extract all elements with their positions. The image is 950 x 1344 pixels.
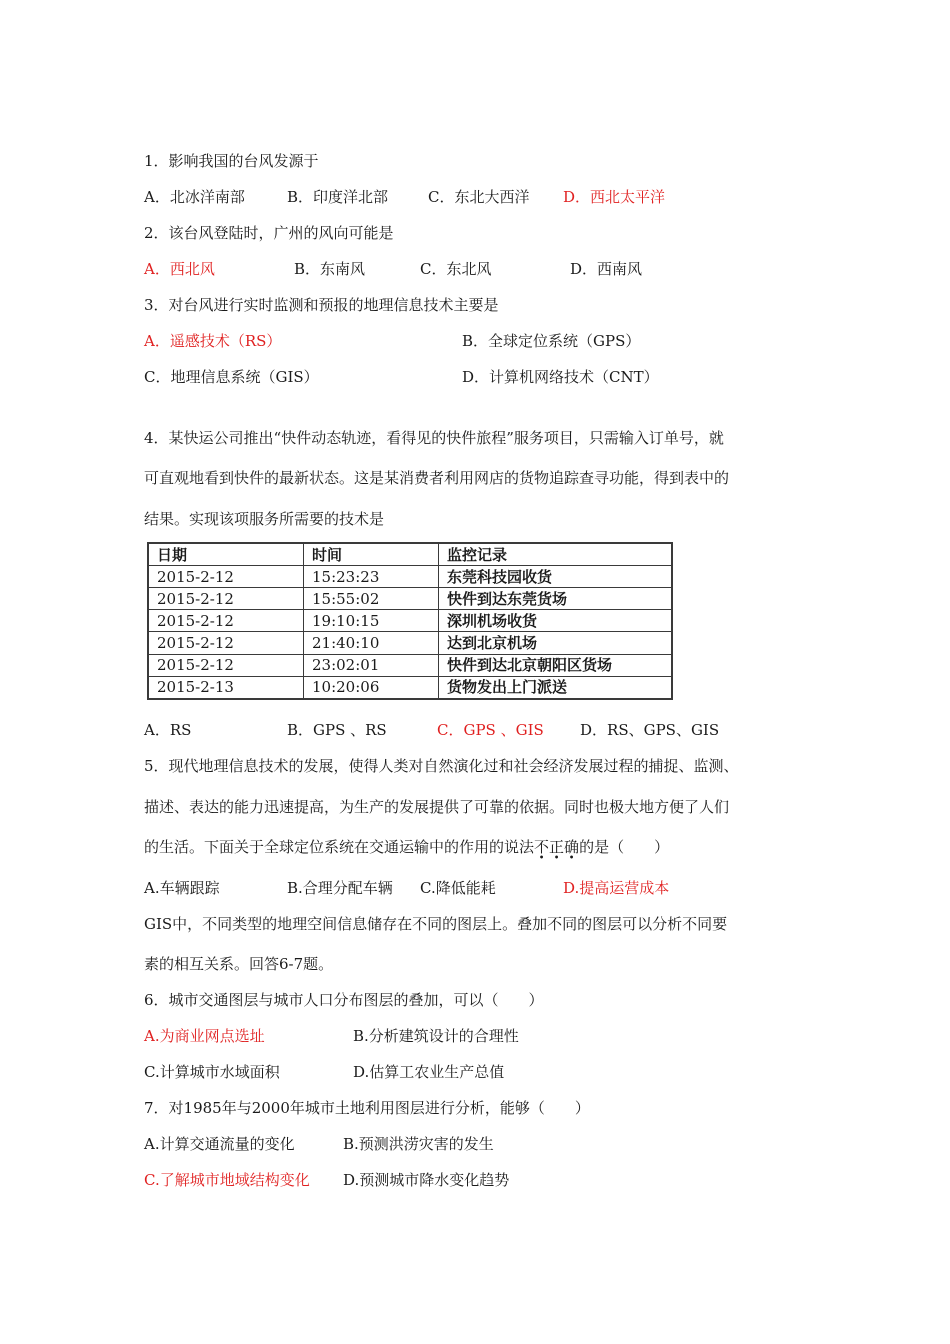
q1-stem: 1．影响我国的台风发源于: [144, 152, 319, 170]
table-cell-date: 2015-2-13: [148, 676, 304, 699]
q1-option-c: C．东北大西洋: [428, 188, 530, 206]
q5-option-a: A.车辆跟踪: [144, 879, 220, 897]
table-row: [148, 566, 672, 588]
table-cell-date: 2015-2-12: [148, 654, 304, 676]
q4-option-a: A．RS: [144, 721, 192, 739]
table-cell-record: 货物发出上门派送: [439, 676, 673, 699]
emphasis-char: 确 •: [564, 838, 580, 864]
q1-option-a: A．北冰洋南部: [144, 188, 245, 206]
q7-option-c-answer: C.了解城市地域结构变化: [144, 1171, 310, 1189]
q6-option-c: C.计算城市水域面积: [144, 1063, 280, 1081]
table-cell-date: 2015-2-12: [148, 610, 304, 632]
q3-option-d: D．计算机网络技术（CNT）: [462, 368, 659, 386]
q2-stem: 2．该台风登陆时，广州的风向可能是: [144, 224, 394, 242]
table-row: [148, 588, 672, 610]
table-cell-time: 10:20:06: [304, 676, 439, 699]
q5-stem-line3-pre: 的生活。下面关于全球定位系统在交通运输中的作用的说法: [144, 838, 535, 856]
q5-stem-line3-post: 的是（ ）: [579, 838, 670, 856]
q2-option-c: C．东北风: [420, 260, 492, 278]
table-cell-time: 19:10:15: [304, 610, 439, 632]
q4-option-b: B．GPS 、RS: [287, 721, 387, 739]
q3-option-c: C．地理信息系统（GIS）: [144, 368, 319, 386]
table-cell-time: 21:40:10: [304, 632, 439, 654]
table-cell-record: 深圳机场收货: [439, 610, 673, 632]
q4-option-c-answer: C．GPS 、GIS: [437, 721, 544, 739]
q1-option-d-answer: D．西北太平洋: [563, 188, 666, 206]
emphasis-dot-icon: •: [538, 853, 545, 864]
q3-stem: 3．对台风进行实时监测和预报的地理信息技术主要是: [144, 296, 499, 314]
q4-option-d: D．RS、GPS、GIS: [580, 721, 720, 739]
q2-option-a-answer: A．西北风: [144, 260, 215, 278]
q7-option-d: D.预测城市降水变化趋势: [343, 1171, 510, 1189]
q6-option-a-answer: A.为商业网点选址: [144, 1027, 265, 1045]
table-cell-time: 15:23:23: [304, 566, 439, 588]
table-cell-time: 23:02:01: [304, 654, 439, 676]
q6-stem: 6．城市交通图层与城市人口分布图层的叠加，可以（ ）: [144, 991, 544, 1009]
q5-stem-line1: 5．现代地理信息技术的发展，使得人类对自然演化过和社会经济发展过程的捕捉、监测、: [144, 757, 739, 775]
table-cell-record: 东莞科技园收货: [439, 566, 673, 588]
q5-option-b: B.合理分配车辆: [287, 879, 393, 897]
table-cell-record: 快件到达东莞货场: [439, 588, 673, 610]
table-row: [148, 632, 672, 654]
q7-option-a: A.计算交通流量的变化: [144, 1135, 295, 1153]
q4-stem-line3: 结果。实现该项服务所需要的技术是: [144, 510, 385, 528]
q5-option-c: C.降低能耗: [420, 879, 496, 897]
table-cell-time: 15:55:02: [304, 588, 439, 610]
q3-option-b: B．全球定位系统（GPS）: [462, 332, 641, 350]
table-header-date: 日期: [148, 543, 304, 566]
q2-option-d: D．西南风: [570, 260, 643, 278]
q5-stem-line2: 描述、表达的能力迅速提高，为生产的发展提供了可靠的依据。同时也极大地方便了人们: [144, 798, 730, 816]
table-cell-date: 2015-2-12: [148, 588, 304, 610]
table-row: [148, 654, 672, 676]
table-cell-record: 达到北京机场: [439, 632, 673, 654]
table-header-row: [148, 543, 672, 566]
table-cell-date: 2015-2-12: [148, 566, 304, 588]
intro-line1: GIS中，不同类型的地理空间信息储存在不同的图层上。叠加不同的图层可以分析不同要: [144, 915, 728, 933]
q5-stem-line3: [144, 837, 670, 864]
q1-option-b: B．印度洋北部: [287, 188, 389, 206]
q6-option-b: B.分析建筑设计的合理性: [353, 1027, 519, 1045]
tracking-table: [147, 542, 673, 700]
table-cell-record: 快件到达北京朝阳区货场: [439, 654, 673, 676]
emphasis-dot-icon: •: [553, 853, 560, 864]
q6-option-d: D.估算工农业生产总值: [353, 1063, 505, 1081]
table-row: [148, 676, 672, 699]
q3-option-a-answer: A．遥感技术（RS）: [144, 332, 282, 350]
emphasis-dot-icon: •: [568, 853, 575, 864]
table-header-time: 时间: [304, 543, 439, 566]
emphasis-char: 不 •: [534, 838, 550, 864]
q7-stem: 7．对1985年与2000年城市土地利用图层进行分析，能够（ ）: [144, 1099, 590, 1117]
table-header-record: 监控记录: [439, 543, 673, 566]
intro-line2: 素的相互关系。回答6-7题。: [144, 955, 334, 973]
q4-stem-line2: 可直观地看到快件的最新状态。这是某消费者利用网店的货物追踪查寻功能，得到表中的: [144, 469, 730, 487]
emphasis-char: 正 •: [549, 838, 565, 864]
table-cell-date: 2015-2-12: [148, 632, 304, 654]
table-row: [148, 610, 672, 632]
q7-option-b: B.预测洪涝灾害的发生: [343, 1135, 494, 1153]
q4-stem-line1: 4．某快运公司推出“快件动态轨迹，看得见的快件旅程”服务项目，只需输入订单号，就: [144, 429, 724, 447]
q5-option-d-answer: D.提高运营成本: [563, 879, 670, 897]
q2-option-b: B．东南风: [294, 260, 366, 278]
